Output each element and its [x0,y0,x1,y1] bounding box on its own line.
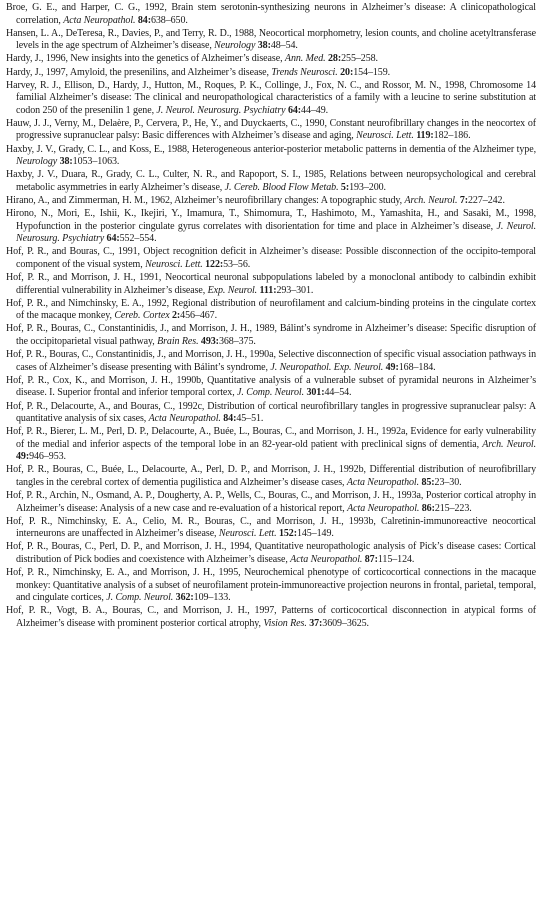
volume: 119: [416,130,434,142]
volume: 5: [340,181,350,193]
volume: 362: [175,592,194,604]
pages: 154–159. [353,66,391,78]
reference-entry [6,169,536,194]
volume: 28: [328,53,342,65]
volume: 20: [340,66,354,78]
journal-name: Trends Neurosci. [271,66,338,78]
reference-entry [6,208,536,246]
reference-text: Hof, P. R., Nimchinsky, E. A., and Morrison, J. H., 1995, Neurochemical phenotype of corticocortical connections in the macaque monkey: Quantitative analysis of a subset of neurofilament protein-immunoreactive projection neurons in frontal, parietal, temporal, and cingulate cortices, [6,567,536,604]
journal-name: J. Comp. Neurol. [237,387,305,399]
journal-name: J. Neurol. Neurosurg. Psychiatry [156,104,286,116]
pages: 168–184. [398,361,436,373]
pages: 552–554. [119,233,157,245]
pages: 3609–3625. [322,617,369,629]
reference-entry [6,605,536,630]
volume: 152: [278,528,297,540]
pages: 45–51. [236,413,264,424]
reference-text: Hof, P. R., Vogt, B. A., Bouras, C., and Morrison, J. H., 1997, Patterns of corticocortical disconnection in atypical forms of Alzheimer’s disease with prominent posterior cortical atrophy, [6,605,536,629]
reference-entry [6,272,536,297]
journal-name: Arch. Neurol. [404,195,458,206]
reference-entry [6,567,536,605]
journal-name: Acta Neuropathol. [347,502,420,514]
journal-name: Cereb. Cortex [114,310,170,322]
reference-entry [6,195,536,208]
pages: 115–124. [377,553,415,565]
reference-entry [6,80,536,118]
reference-entry [6,53,536,66]
journal-name: J. Neurol. Neurosurg. Psychiatry [16,220,536,245]
reference-entry [6,516,536,541]
reference-entry [6,144,536,169]
volume: 111: [259,284,277,296]
reference-text: Haxby, J. V., Duara, R., Grady, C. L., Culter, N. R., and Rapoport, S. I., 1985, Relations between neuropsychological and cerebral metabolic asymmetries in early Alzheimer’s disease, [6,169,536,193]
journal-name: Neurosci. Lett. [145,258,203,270]
reference-entry [6,323,536,348]
reference-text: Hof, P. R., Bouras, C., Constantinidis, J., and Morrison, J. H., 1990a, Selective disconnection of specific visual association pathways in cases of Alzheimer’s disease presenting with Bálint’s syndrome, [6,349,537,373]
reference-entry [6,246,536,271]
reference-text: Hof, P. R., Bierer, L. M., Perl, D. P., Delacourte, A., Buée, L., Bouras, C., and Morrison, J. H., 1992a, Evidence for early vulnerability of the medial and inferior aspects of the temporal lobe in an 82-year-old patient with preclinical signs of dementia, [6,426,536,450]
reference-text: Hardy, J., 1996, New insights into the genetics of Alzheimer’s disease, [6,53,285,65]
reference-text: Hansen, L. A., DeTeresa, R., Davies, P., and Terry, R. D., 1988, Neocortical morphometry, lesion counts, and choline acetyltransferase levels in the age spectrum of Alzheimer’s disease, [6,27,536,52]
reference-entry [6,464,536,489]
volume: 85: [421,476,435,488]
volume: 2: [171,310,181,322]
reference-entry [6,375,536,400]
pages: 638–650. [150,14,188,26]
reference-entry [6,28,536,53]
pages: 456–467. [180,310,218,322]
volume: 64: [287,104,302,116]
journal-name: Arch. Neurol. [482,438,537,450]
volume: 7: [459,195,469,206]
pages: 145–149. [296,528,334,540]
reference-text: Hof, P. R., Cox, K., and Morrison, J. H., 1990b, Quantitative analysis of a vulnerable subset of pyramidal neurons in Alzheimer’s disease. I. Superior frontal and inferior temporal cortex, [6,374,536,399]
reference-text: Hardy, J., 1997, Amyloid, the presenilins, and Alzheimer’s disease, [6,66,272,78]
journal-name: Acta Neuropathol. [148,413,221,424]
volume: 64: [106,233,120,245]
reference-entry [6,349,536,374]
journal-name: Neurosci. Lett. [218,528,277,540]
reference-text: Hirano, A., and Zimmerman, H. M., 1962, Alzheimer’s neurofibrillary changes: A topographic study, [6,195,405,206]
reference-text: Broe, G. E., and Harper, C. G., 1992, Brain stem serotonin-synthesizing neurons in Alzheimer’s disease: A clinicopathological correlation, [6,2,536,26]
pages: 53–56. [223,258,251,270]
pages: 23–30. [434,476,462,488]
reference-text: Haxby, J. V., Grady, C. L., and Koss, E., 1988, Heterogeneous anterior-posterior metabolic patterns in dementia of the Alzheimer type, [6,143,536,155]
reference-text: Hof, P. R., Archin, N., Osmand, A. P., Dougherty, A. P., Wells, C., Bouras, C., and Morrison, J. H., 1993a, Posterior cortical atrophy in Alzheimer’s disease: Analysis of a new case and re-evaluation of a historical report, [6,490,536,514]
pages: 1053–1063. [72,156,120,168]
journal-name: J. Cereb. Blood Flow Metab. [224,181,339,193]
reference-entry [6,118,536,143]
reference-text: Hof, P. R., and Nimchinsky, E. A., 1992, Regional distribution of neurofilament and calcium-binding proteins in the cingulate cortex of the macaque monkey, [6,297,536,322]
volume: 38: [257,40,271,52]
pages: 109–133. [193,592,231,604]
reference-text: Hof, P. R., Nimchinsky, E. A., Celio, M. R., Bouras, C., and Morrison, J. H., 1993b, Calretinin-immunoreactive neocortical interneurons are unaffected in Alzheimer’s disease, [6,515,536,540]
reference-entry [6,298,536,323]
volume: 122: [205,258,224,270]
journal-name: Acta Neuropathol. [290,553,363,565]
reference-text: Harvey, R. J., Ellison, D., Hardy, J., Hutton, M., Roques, P. K., Collinge, J., Fox, N. C., and Rossor, M. N., 1998, Chromosome 14 familial Alzheimer’s disease: The clinical and neuropathological characteristics of a family with a leucine to serine substitution at codon 250 of the presenilin 1 gene, [6,79,536,116]
pages: 215–223. [434,502,472,514]
pages: 193–200. [349,181,386,193]
volume: 84: [223,413,237,424]
reference-text: Hof, P. R., Bouras, C., Perl, D. P., and Morrison, J. H., 1994, Quantitative neuropathologic analysis of Pick’s disease cases: Cortical distribution of Pick bodies and coexistence with Alzheimer’s disease, [6,541,536,565]
journal-name: Acta Neuropathol. [346,476,420,488]
pages: 946–953. [29,451,66,463]
volume: 38: [59,156,73,168]
volume: 84: [137,14,151,26]
volume: 301: [306,387,325,399]
volume: 86: [421,502,435,514]
pages: 368–375. [218,335,256,347]
journal-name: Vision Res. [263,617,307,629]
journal-name: Acta Neuropathol. [63,14,136,26]
reference-entry [6,426,536,464]
reference-text: Hof, P. R., Delacourte, A., and Bouras, C., 1992c, Distribution of cortical neurofibrillary tangles in progressive supranuclear palsy: A quantitative analysis of six cases, [6,400,536,424]
reference-text: Hirono, N., Mori, E., Ishii, K., Ikejiri, Y., Imamura, T., Shimomura, T., Hashimoto, M., Yamashita, H., and Sasaki, M., 1998, Hypofunction in the posterior cingulate gyrus correlates with disorientation for time and place in Alzheimer’s disease, [6,208,536,232]
pages: 255–258. [341,53,378,65]
pages: 182–186. [433,130,471,142]
pages: 227–242. [468,195,505,206]
pages: 44–54. [324,387,352,399]
reference-text: Hof, P. R., Bouras, C., Buée, L., Delacourte, A., Perl, D. P., and Morrison, J. H., 1992b, Differential distribution of neurofibrillary tangles in the cerebral cortex of dementia pugilistica and Alzheimer’s disease cases, [6,464,536,488]
journal-name: J. Neuropathol. Exp. Neurol. [270,361,384,373]
volume: 37: [309,617,323,629]
reference-entry [6,541,536,566]
journal-name: Neurology [214,40,256,52]
pages: 48–54. [270,40,298,52]
journal-name: Neurology [16,156,58,168]
volume: 87: [364,553,378,565]
journal-name: Neurosci. Lett. [356,130,414,142]
pages: 293–301. [276,284,314,296]
reference-entry [6,490,536,515]
reference-text: Hauw, J. J., Verny, M., Delaère, P., Cervera, P., He, Y., and Duyckaerts, C., 1990, Constant neurofibrillary changes in the neocortex of progressive supranuclear palsy: Basic differences with Alzheimer’s disease and aging, [6,117,536,142]
reference-entry [6,2,536,27]
reference-entry [6,67,536,80]
journal-name: J. Comp. Neurol. [106,592,174,604]
reference-text: Hof, P. R., and Bouras, C., 1991, Object recognition deficit in Alzheimer’s disease: Possible disconnection of the occipito-temporal component of the visual system, [6,246,536,270]
journal-name: Brain Res. [157,335,199,347]
reference-entry [6,401,536,426]
reference-text: Hof, P. R., Bouras, C., Constantinidis, J., and Morrison, J. H., 1989, Bálint’s syndrome in Alzheimer’s disease: Specific disruption of the occipitoparietal visual pathway, [6,323,536,347]
volume: 49: [16,451,30,463]
journal-name: Ann. Med. [284,53,326,65]
volume: 493: [200,335,219,347]
reference-text: Hof, P. R., and Morrison, J. H., 1991, Neocortical neuronal subpopulations labeled by a monoclonal antibody to calbindin exhibit differential vulnerability in Alzheimer’s disease, [6,272,536,296]
journal-name: Exp. Neurol. [207,284,258,296]
volume: 49: [385,361,399,373]
pages: 44–49. [301,104,329,116]
